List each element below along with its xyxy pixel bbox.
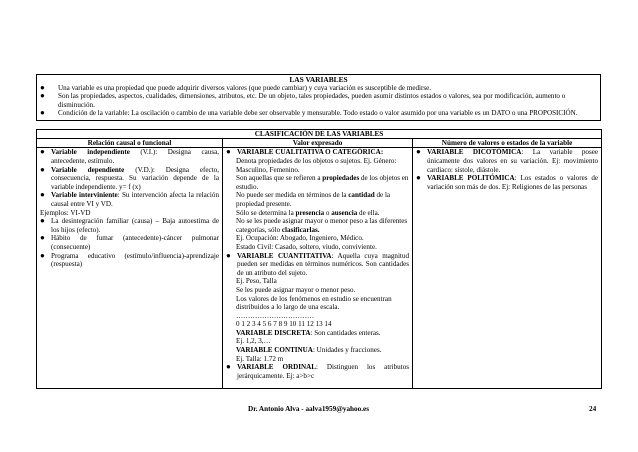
bullet-icon: ● bbox=[226, 147, 231, 157]
bullet-icon: ● bbox=[40, 147, 45, 157]
list-item: ● VARIABLE CUALITATIVA O CATEGÓRICA: bbox=[226, 147, 384, 157]
footer-author: Dr. Antonio Alva - aalva1959@yahoo.es bbox=[248, 405, 370, 413]
list-item: ● La desintegración familiar (causa) – Baja autoestima de los hijos (efecto). bbox=[40, 216, 219, 234]
list-item: ● Condición de la variable: La oscilación o cambio de una variable debe ser observable y mensurable. Todo estado o valor asumido por una variable es un DATO o una PROPOSICIÓN. bbox=[40, 108, 578, 118]
bullet-icon: ● bbox=[40, 216, 45, 226]
page-number: 24 bbox=[589, 405, 597, 413]
count-column bbox=[413, 148, 602, 389]
list-item: ● Hábito de fumar (antecedente)-cáncer pulmonar (consecuente) bbox=[40, 233, 219, 251]
causal-column bbox=[37, 148, 223, 389]
bullet-icon: ● bbox=[416, 147, 421, 157]
classification-table bbox=[36, 129, 602, 389]
list-item: ● VARIABLE ORDINAL: Distinguen los atributos jerárquicamente. Ej: a>b>c bbox=[226, 362, 410, 380]
list-item: ● VARIABLE DICOTÓMICA: La variable posee únicamente dos valores en su variación. Ej: movimiento cardiaco: sístole, diástole. bbox=[416, 147, 599, 174]
list-item: ● VARIABLE CUANTITATIVA: Aquella cuya magnitud pueden ser medidas en términos numéricos. Son cantidades de un atributo del sujeto. bbox=[226, 250, 409, 277]
bullet-icon: ● bbox=[40, 250, 45, 260]
list-item: ● VARIABLE POLITÓMICA: Los estados o valores de variación son más de dos. Ej: Religiones de las personas bbox=[416, 173, 599, 191]
bullet-icon: ● bbox=[40, 164, 45, 174]
bullet-icon: ● bbox=[40, 190, 45, 200]
column-header: Número de valores o estados de la variable bbox=[413, 139, 602, 148]
list-item: ● Una variable es una propiedad que puede adquirir diversos valores (que puede cambiar) y cuya variación es susceptible de medirse. bbox=[40, 82, 432, 92]
bullet-icon: ● bbox=[226, 250, 231, 260]
list-item: ● Programa educativo (estímulo/influencia)-aprendizaje (respuesta) bbox=[40, 250, 219, 269]
list-item: ● Son las propiedades, aspectos, cualidades, dimensiones, atributos, etc. De un objeto, tales propiedades, pueden asumir distintos estados o valores, sea por modificación, aumento o disminución. bbox=[40, 91, 566, 109]
examples-label: Ejemplos: VI-VD bbox=[40, 208, 91, 217]
list-item: ● Variable interviniente: Su intervención afecta la relación causal entre VI y VD. bbox=[40, 190, 219, 208]
classification-title: CLASIFICACIÓN DE LAS VARIABLES bbox=[37, 130, 602, 139]
bullet-icon: ● bbox=[226, 362, 231, 372]
variables-table bbox=[36, 74, 601, 121]
bullet-icon: ● bbox=[40, 91, 45, 101]
bullet-icon: ● bbox=[40, 233, 45, 243]
bullet-icon: ● bbox=[416, 173, 421, 183]
variables-title: LAS VARIABLES bbox=[289, 74, 348, 84]
column-header: Relación causal o funcional bbox=[37, 139, 223, 148]
column-header: Valor expresado bbox=[223, 139, 413, 148]
bullet-icon: ● bbox=[40, 108, 45, 118]
value-column: ● VARIABLE CUALITATIVA O CATEGÓRICA: Denota propiedades de los objetos o sujetos. Ej. Género: Masculino, Femenino. Son aquellas que se refieren a propiedades de los objetos en estudio. No puede ser medida en términos de la cantidad de la propiedad presente. Sólo se determina la presencia o ausencia de ella. No se les puede asignar mayor o menor peso a las diferentes categorías, sólo clasificarlas. Ej. Ocupación: Abogado, Ingeniero, Médico. Estado Civil: Casado, soltero, viudo, conviviente. ● VARIABLE CUANTITATIVA: Aquella cuya magnitud pueden ser medidas en términos numéricos. Son cantidades de un atributo del sujeto. Ej. Peso, Talla Se les puede asignar mayor o menor peso. Los valores de los fenómenos en estudio se encuentran distribuidos a lo largo de una escala. …………………………… 0 1 2 3 4 5 6 7 8 9 10 11 12 13 14 VARIABLE DISCRETA: Son cantidades enteras. Ej. 1,2, 3,… VARIABLE CONTINUA: Unidades y fracciones. Ej. Talla: 1.72 m ● VARIABLE ORDINAL: Distinguen los atributos jerárquicamente. Ej: a>b>c bbox=[223, 148, 413, 389]
list-item: ● Variable independiente (V.I.): Designa causa, antecedente, estímulo. bbox=[40, 147, 219, 165]
list-item: ● Variable dependiente (V.D.): Designa efecto, consecuencia, respuesta. Su variación depende de la variable independiente. y= f (x) bbox=[40, 164, 219, 191]
bullet-icon: ● bbox=[40, 82, 45, 92]
